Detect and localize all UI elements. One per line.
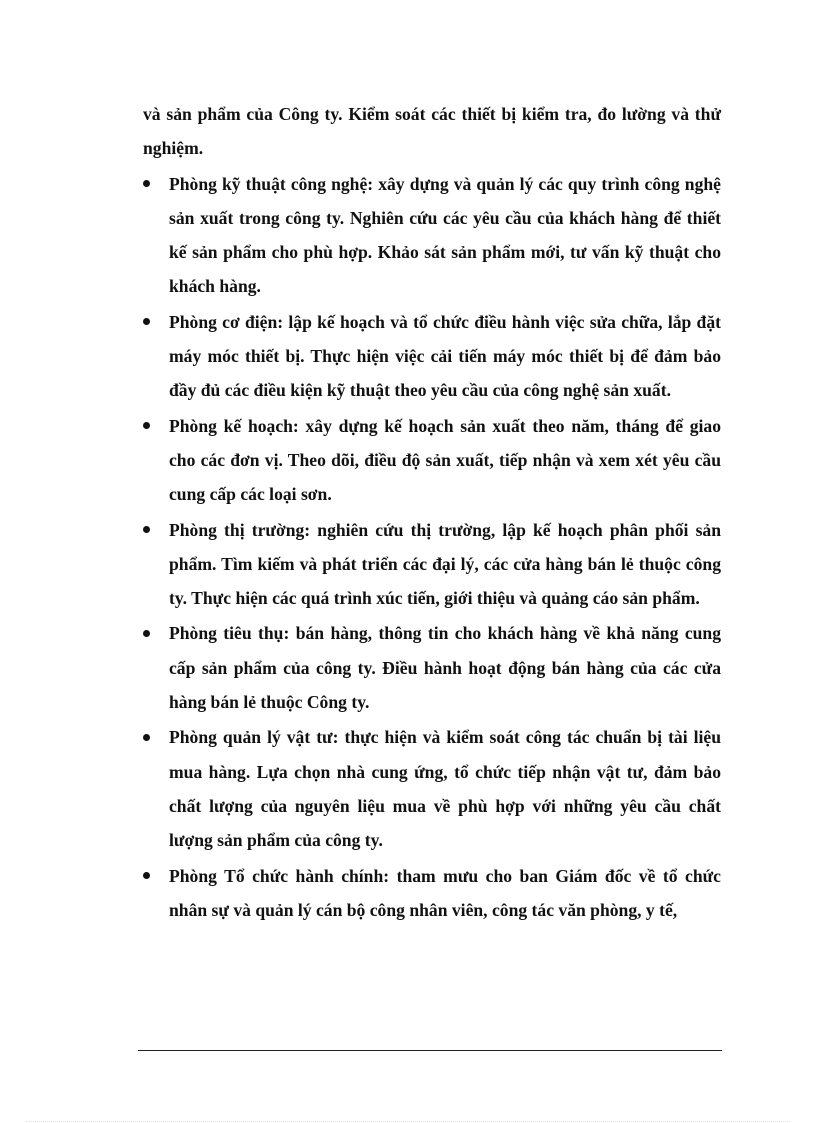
list-item-ke-hoach xyxy=(143,409,721,512)
bullet-icon xyxy=(143,526,150,533)
list-item-text: Phòng cơ điện: lập kế hoạch và tổ chức điều hành việc sửa chữa, lắp đặt máy móc thiết bị. Thực hiện việc cải tiến máy móc thiết bị để đảm bảo đầy đủ các điều kiện kỹ thuật theo yêu cầu của công nghệ sản xuất. xyxy=(169,311,721,401)
bullet-icon xyxy=(143,630,150,637)
list-item-thi-truong xyxy=(143,513,721,616)
department-list xyxy=(143,167,721,928)
bullet-icon xyxy=(143,734,150,741)
bullet-icon xyxy=(143,318,150,325)
footer-rule xyxy=(138,1050,722,1051)
intro-paragraph: và sản phẩm của Công ty. Kiểm soát các thiết bị kiểm tra, đo lường và thử nghiệm. xyxy=(143,104,721,159)
list-item-to-chuc-hanh-chinh xyxy=(143,859,721,928)
bullet-icon xyxy=(143,872,150,879)
list-item-text: Phòng quản lý vật tư: thực hiện và kiểm soát công tác chuẩn bị tài liệu mua hàng. Lựa chọn nhà cung ứng, tổ chức tiếp nhận vật tư, đảm bảo chất lượng của nguyên liệu mua về phù hợp với những yêu cầu chất lượng sản phẩm của công ty. xyxy=(169,727,721,851)
list-item-quan-ly-vat-tu xyxy=(143,720,721,857)
list-item-text: Phòng Tổ chức hành chính: tham mưu cho ban Giám đốc về tổ chức nhân sự và quản lý cán bộ công nhân viên, công tác văn phòng, y tế, xyxy=(169,865,721,920)
list-item-text: Phòng kế hoạch: xây dựng kế hoạch sản xuất theo năm, tháng để giao cho các đơn vị. Theo dõi, điều độ sản xuất, tiếp nhận và xem xét yêu cầu cung cấp các loại sơn. xyxy=(169,415,721,505)
bullet-icon xyxy=(143,180,150,187)
document-body xyxy=(143,97,721,927)
page-bottom-edge xyxy=(26,1121,790,1122)
bullet-icon xyxy=(143,422,150,429)
list-item-ky-thuat-cong-nghe xyxy=(143,167,721,304)
list-item-text: Phòng kỹ thuật công nghệ: xây dựng và quản lý các quy trình công nghệ sản xuất trong công ty. Nghiên cứu các yêu cầu của khách hàng để thiết kế sản phẩm cho phù hợp. Khảo sát sản phẩm mới, tư vấn kỹ thuật cho khách hàng. xyxy=(169,173,721,297)
list-item-text: Phòng thị trường: nghiên cứu thị trường, lập kế hoạch phân phối sản phẩm. Tìm kiếm và phát triển các đại lý, các cửa hàng bán lẻ thuộc công ty. Thực hiện các quá trình xúc tiến, giới thiệu và quảng cáo sản phẩm. xyxy=(169,519,721,609)
list-item-tieu-thu xyxy=(143,616,721,719)
list-item-co-dien xyxy=(143,305,721,408)
list-item-text: Phòng tiêu thụ: bán hàng, thông tin cho khách hàng về khả năng cung cấp sản phẩm của công ty. Điều hành hoạt động bán hàng của các cửa hàng bán lẻ thuộc Công ty. xyxy=(169,623,721,713)
